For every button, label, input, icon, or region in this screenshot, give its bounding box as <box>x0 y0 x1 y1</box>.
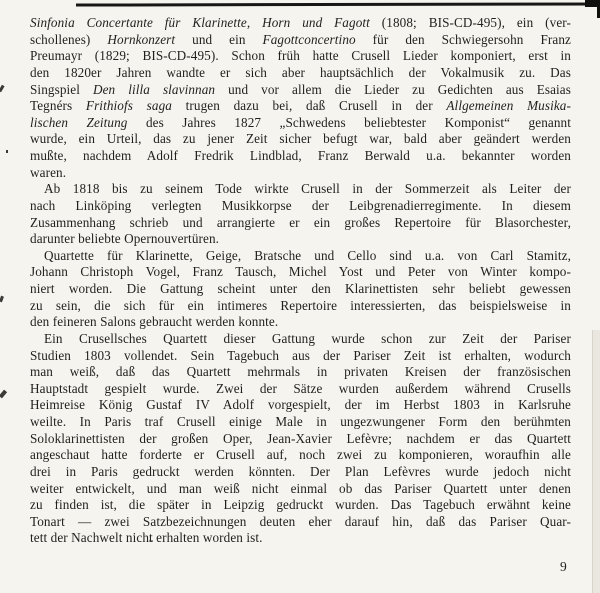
scan-speck <box>0 85 5 93</box>
body-text: Ab 1818 bis zu seinem Tode wirkte Crusell in der Sommerzeit als Leiter der <box>44 181 571 197</box>
text-line <box>30 15 571 32</box>
body-text: und ein <box>175 31 263 47</box>
body-text: angeschaut hatte forderte er Crusell auf, noch zwei zu komponieren, woraufhin alle <box>30 447 571 463</box>
text-line <box>30 298 571 315</box>
text-line <box>30 381 571 398</box>
body-text: und vor allem die Lieder zu Gedichten aus Esaias <box>215 81 571 97</box>
body-text: zu finden ist, die später in Leipzig gedruckt wurden. Das Tagebuch erwähnt keine <box>30 497 571 513</box>
italic-text: Allgemeinen Musika- <box>446 98 571 114</box>
body-text: für den Schwiegersohn Franz <box>355 31 571 47</box>
body-text: trugen dazu bei, daß Crusell in der <box>171 98 447 114</box>
body-text: Quartette für Klarinette, Geige, Bratsche und Cello sind u.a. von Carl Stamitz, <box>44 247 571 263</box>
text-line <box>30 447 571 464</box>
body-text: Heimreise König Gustaf IV Adolf vorgespielt, der im Herbst 1803 in Karlsruhe <box>30 397 571 413</box>
text-line <box>30 414 571 431</box>
body-text: darunter beliebte Opernouvertüren. <box>30 231 220 247</box>
text-line <box>30 331 571 348</box>
body-text: Soloklarinettisten der großen Oper, Jean-Xavier Lefèvre; nachdem er das Quartett <box>30 430 571 446</box>
scan-speck <box>0 296 4 303</box>
italic-text: Fagottconcertino <box>262 31 356 47</box>
body-text: den 1820er Jahren wandte er sich aber hauptsächlich der Vokalmusik zu. Das <box>30 64 571 80</box>
body-text: schollenes) <box>30 31 108 47</box>
scan-speck <box>6 150 8 153</box>
body-text: Zusammenhang schrieb und arrangierte er ein großes Repertoire für Blasorchester, <box>30 214 571 230</box>
text-line <box>30 65 571 82</box>
body-text: drei in Paris gedruckt werden könnten. Der Plan Lefèvres wurde jedoch nicht <box>30 463 571 479</box>
body-text: Singspiel <box>30 81 93 97</box>
text-line <box>30 431 571 448</box>
text-line <box>30 514 571 531</box>
text-line <box>30 314 571 331</box>
text-block <box>30 15 571 547</box>
body-text: Johann Christoph Vogel, Franz Tausch, Michel Yost und Peter von Winter kompo- <box>30 264 571 280</box>
body-text: nach Linköping verlegten Musikkorpse der Leibgrenadierregimente. In diesem <box>30 197 571 213</box>
text-line <box>30 32 571 49</box>
text-line <box>30 82 571 99</box>
text-line <box>30 264 571 281</box>
text-line <box>30 530 571 547</box>
italic-text: Frithiofs saga <box>85 98 172 114</box>
text-line <box>30 115 571 132</box>
text-line <box>30 98 571 115</box>
text-line <box>30 131 571 148</box>
italic-text: Hornkonzert <box>107 31 176 47</box>
italic-text: Sinfonia Concertante für Klarinette, Horn und Fagott <box>30 15 370 30</box>
body-text: (1808; BIS-CD-495), ein (ver- <box>369 15 571 30</box>
text-line <box>30 481 571 498</box>
body-text: Tegnérs <box>30 98 86 114</box>
body-text: zu sein, die sich für ein intimeres Repertoire interessierten, das beispielsweise in <box>30 297 571 313</box>
page-number: 9 <box>560 559 567 574</box>
text-line <box>30 215 571 232</box>
body-text: Ein Crusellsches Quartett dieser Gattung wurde schon zur Zeit der Pariser <box>44 330 571 346</box>
body-text: Studien 1803 vollendet. Sein Tagebuch aus der Pariser Zeit ist erhalten, wodurch <box>30 347 571 363</box>
text-line <box>30 148 571 165</box>
text-line <box>30 181 571 198</box>
italic-text: Den lilla slavinnan <box>92 81 216 97</box>
body-text: den feineren Salons gebraucht werden konnte. <box>30 314 279 330</box>
text-line <box>30 364 571 381</box>
body-text: des Jahres 1827 „Schwedens beliebtester Komponist“ genannt <box>127 114 571 130</box>
text-line <box>30 348 571 365</box>
body-text: waren. <box>30 164 67 180</box>
text-line <box>30 248 571 265</box>
scan-edge-top-line <box>76 2 600 6</box>
body-text: tett der Nachwelt nicht erhalten worden ist. <box>30 530 263 546</box>
body-text: Preumayr (1829; BIS-CD-495). Schon früh hatte Crusell Lieder komponiert, erst in <box>30 48 571 64</box>
body-text: man weiß, daß das Quartett mehrmals in privaten Kreisen der französischen <box>30 364 571 380</box>
body-text: Hauptstadt gespielt wurde. Zwei der Sätze wurden außerdem während Crusells <box>30 380 571 396</box>
body-text: niert worden. Die Gattung scheint unter den Klarinettisten sehr beliebt gewessen <box>30 281 571 296</box>
page-edge-shadow <box>592 330 600 593</box>
text-line <box>30 464 571 481</box>
text-line <box>30 231 571 248</box>
text-line <box>30 198 571 215</box>
scan-speck <box>0 390 7 399</box>
body-text: wurde, ein Urteil, das zu jener Zeit sicher befugt war, bald aber geändert werden <box>30 131 571 147</box>
text-line <box>30 497 571 514</box>
text-line <box>30 48 571 65</box>
body-text: mußte, nachdem Adolf Fredrik Lindblad, Franz Berwald u.a. bekannter worden <box>30 148 571 163</box>
body-text: weiter entwickelt, und man weiß nicht einmal ob das Pariser Quartett unter denen <box>30 480 571 496</box>
body-text: Tonart — zwei Satzbezeichnungen deuten eher darauf hin, daß das Pariser Quar- <box>30 513 571 529</box>
text-line <box>30 397 571 414</box>
text-line <box>30 281 571 298</box>
italic-text: lischen Zeitung <box>30 114 128 130</box>
body-text: weilte. In Paris traf Crusell einige Male in ungezwungener Form den berühmten <box>30 414 571 429</box>
text-line <box>30 165 571 182</box>
